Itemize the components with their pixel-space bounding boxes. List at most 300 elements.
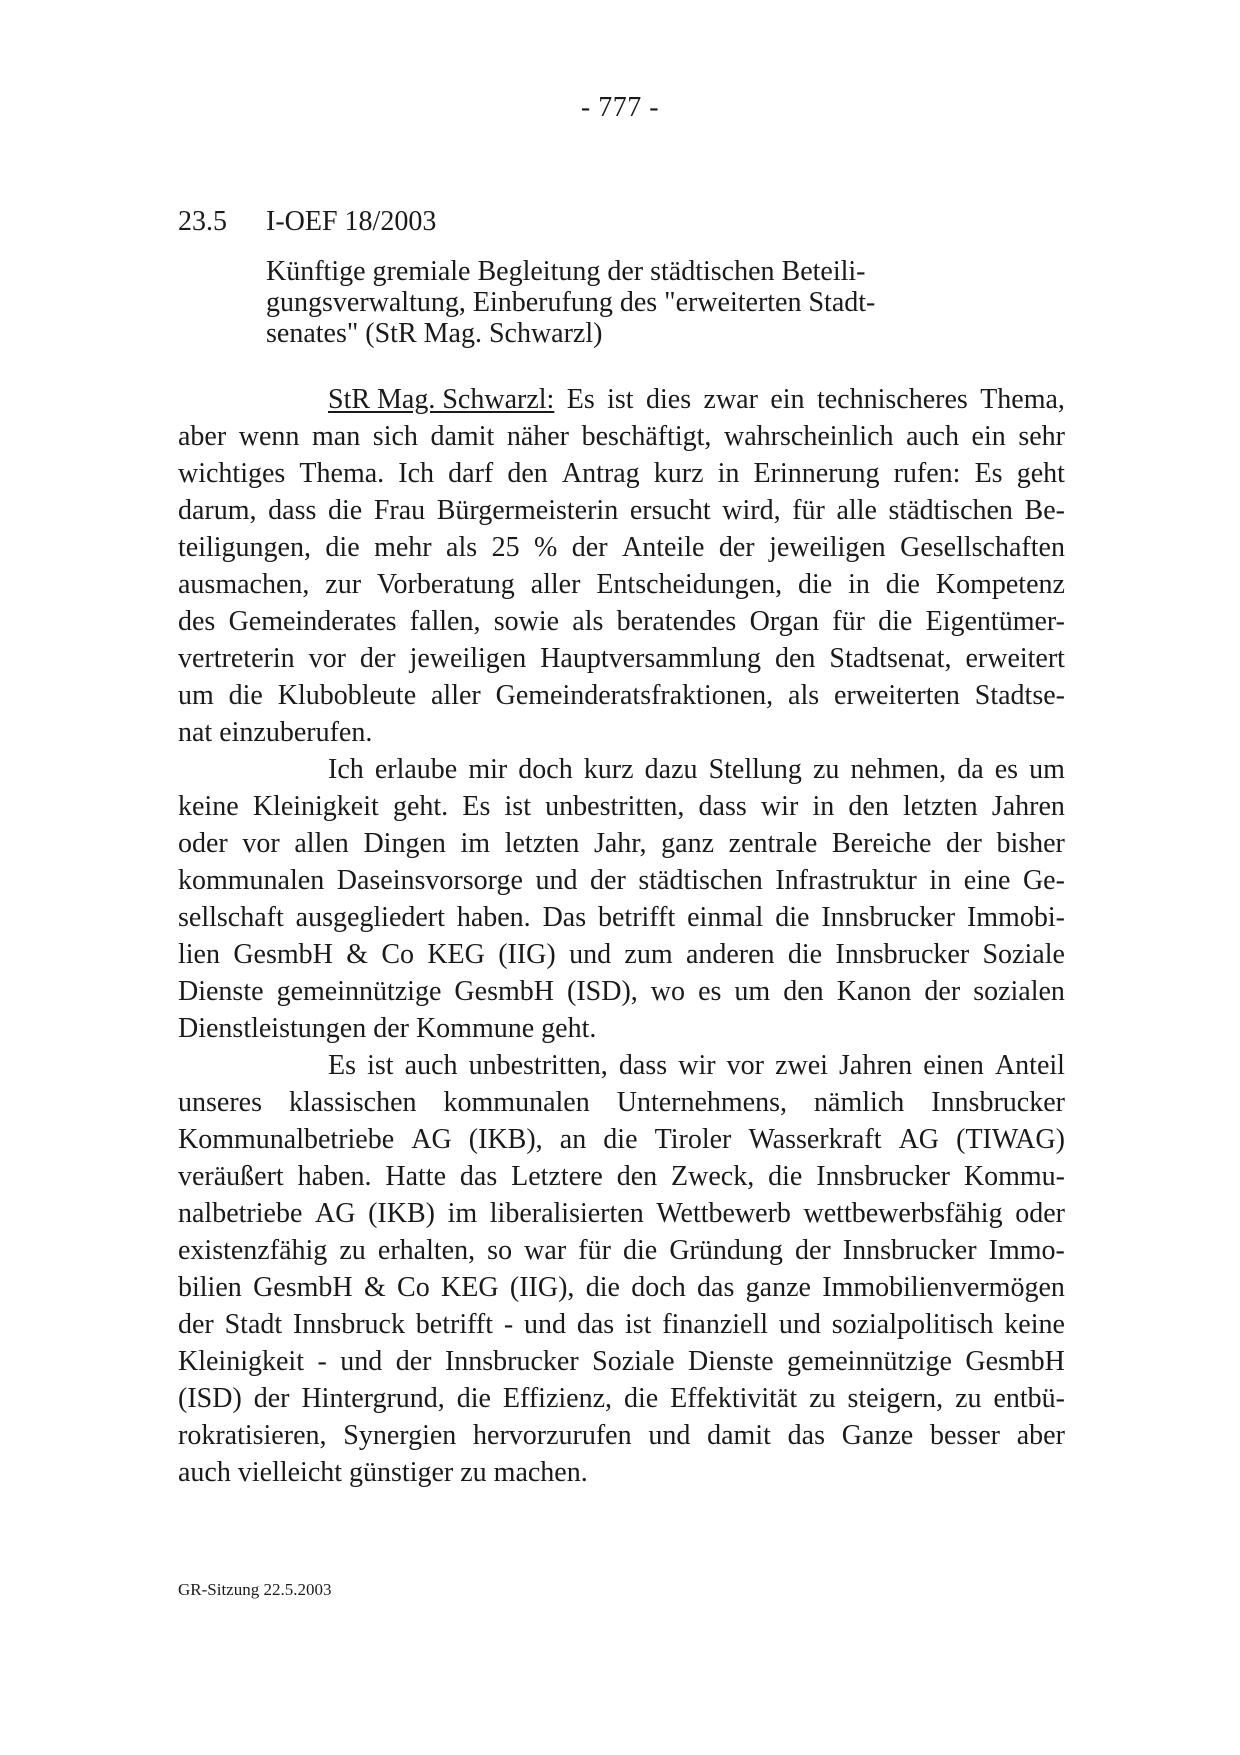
word: wenn [238, 421, 300, 452]
word: veräußert [178, 1161, 284, 1192]
word: Es [566, 384, 595, 415]
word: in [929, 865, 952, 896]
footer-session-date: GR-Sitzung 22.5.2003 [178, 1580, 332, 1599]
word: Organ [749, 606, 820, 637]
word: Frau [373, 495, 426, 526]
word: (ISD) [178, 1383, 242, 1414]
paragraph-line-text: auch vielleicht günstiger zu machen. [178, 1457, 588, 1488]
word: mir [468, 754, 508, 785]
word: AG [315, 1198, 356, 1229]
word: Gemeinderatsfraktionen, [495, 680, 774, 711]
word: & [363, 1272, 386, 1303]
agenda-item-number: 23.5 [178, 206, 227, 237]
word: Synergien [343, 1420, 457, 1451]
word: den [775, 643, 816, 674]
word: hervorzurufen [473, 1420, 632, 1451]
word: ist [504, 791, 531, 822]
word: dass [698, 791, 747, 822]
word: bisher [996, 828, 1065, 859]
paragraph-line [178, 677, 1065, 714]
word: Klubobleute [277, 680, 417, 711]
word: ausgegliedert [295, 902, 445, 933]
word: Innsbrucker [821, 902, 956, 933]
word: oder [1015, 1198, 1065, 1229]
word: zu [813, 754, 840, 785]
word: (IIG), [509, 1272, 575, 1303]
word: Kompetenz [935, 569, 1065, 600]
word: Bürgermeisterin [436, 495, 619, 526]
word: der [178, 1309, 214, 1340]
word: im [447, 1198, 478, 1229]
word: ist [625, 1309, 652, 1340]
word: Stellung [708, 754, 802, 785]
word: fallen, [409, 606, 481, 637]
word: zu [809, 1383, 836, 1414]
word: des [178, 606, 216, 637]
word: GesmbH [233, 939, 333, 970]
word: den [616, 1161, 658, 1192]
word: ersucht [629, 495, 711, 526]
word: einen [923, 1050, 984, 1081]
agenda-item-reference: I-OEF 18/2003 [266, 206, 437, 237]
word: das [459, 1161, 498, 1192]
word: teiligungen, [178, 532, 311, 563]
word: Ganze [841, 1420, 914, 1451]
word: vertreterin [178, 643, 295, 674]
word: Gesellschaften [900, 532, 1065, 563]
word: 25 [491, 532, 520, 563]
word: erlaube [374, 754, 458, 785]
word: nalbetriebe [178, 1198, 303, 1229]
word: Ich [398, 458, 435, 489]
word: städtischen [638, 865, 763, 896]
word: & [346, 939, 368, 970]
word: die [623, 1383, 659, 1414]
paragraph-line [178, 788, 1065, 825]
speech-body [178, 381, 1065, 1491]
word: vor [726, 1050, 764, 1081]
word: Zweck, [671, 1161, 755, 1192]
word: jeweiligen [769, 532, 886, 563]
word: der [718, 532, 755, 563]
word: der [253, 1383, 290, 1414]
word: lien [178, 939, 220, 970]
word: wettbewerbsfähig [803, 1198, 1003, 1229]
word: wir [760, 791, 799, 822]
word: sellschaft [178, 902, 284, 933]
word: aller [431, 680, 481, 711]
agenda-subject-line: Künftige gremiale Begleitung der städtischen Beteili- [266, 256, 866, 287]
word: Dienste [688, 1346, 774, 1377]
word: (IKB), [468, 1124, 543, 1155]
word: Gründung [669, 1235, 783, 1266]
word: die [775, 902, 810, 933]
speaker-name: StR Mag. Schwarzl: [328, 384, 555, 415]
word: AG [411, 1124, 452, 1155]
paragraph-line [178, 1306, 1065, 1343]
word: erhalten, [377, 1235, 476, 1266]
paragraph-line [178, 1121, 1065, 1158]
word: Hintergrund, [301, 1383, 445, 1414]
word: darum, [178, 495, 257, 526]
word: Ich [328, 754, 364, 785]
word: zwei [775, 1050, 828, 1081]
word: Kleinigkeit [252, 791, 379, 822]
word: rufen: [893, 458, 961, 489]
word: (TIWAG) [956, 1124, 1065, 1155]
word: beratendes [616, 606, 737, 637]
word: allen [294, 828, 349, 859]
word: Soziale [592, 1346, 675, 1377]
word: die [228, 680, 263, 711]
word: vor [242, 828, 280, 859]
word: es [994, 754, 1019, 785]
word: ist [367, 1050, 394, 1081]
word: das [697, 1272, 735, 1303]
word: die [456, 1383, 491, 1414]
paragraph-line [178, 973, 1065, 1010]
agenda-subject-line: senates" (StR Mag. Schwarzl) [266, 318, 603, 349]
paragraph-line [178, 1084, 1065, 1121]
word: Co [381, 939, 414, 970]
word: KEG [441, 1272, 499, 1303]
word: Innsbrucker [842, 1235, 977, 1266]
paragraph-line-text: Dienstleistungen der Kommune geht. [178, 1013, 597, 1044]
paragraph-line [178, 1454, 1065, 1491]
word: die [325, 532, 360, 563]
word: Entscheidungen, [596, 569, 783, 600]
word: es [698, 976, 722, 1007]
paragraph-line [178, 529, 1065, 566]
word: Es [462, 791, 491, 822]
word: vor [308, 643, 346, 674]
paragraph-line [178, 1269, 1065, 1306]
word: Soziale [982, 939, 1065, 970]
word: Tiroler [654, 1124, 732, 1155]
word: auch [404, 1050, 458, 1081]
word: für [792, 495, 825, 526]
word: wird, [722, 495, 781, 526]
word: Jahren [991, 791, 1065, 822]
word: doch [518, 754, 573, 785]
word: um [178, 680, 214, 711]
word: ganz [661, 828, 715, 859]
word: Stadt [224, 1309, 283, 1340]
word: Be- [1024, 495, 1065, 526]
word: einmal [687, 902, 764, 933]
word: aller [530, 569, 581, 600]
word: Thema. [299, 458, 385, 489]
word: Stadtse- [974, 680, 1065, 711]
paragraph-line [178, 455, 1065, 492]
word: Kanon [836, 976, 912, 1007]
page-number: - 777 - [580, 92, 660, 123]
word: unbestritten, [545, 791, 685, 822]
word: Effektivität [670, 1383, 798, 1414]
word: finanziell [662, 1309, 769, 1340]
word: die [585, 1272, 620, 1303]
word: in [848, 569, 870, 600]
word: in [717, 458, 740, 489]
word: Kommu- [963, 1161, 1065, 1192]
word: war [524, 1235, 567, 1266]
word: städtischen [888, 495, 1013, 526]
word: Stadtsenat, [829, 643, 952, 674]
word: Dingen [363, 828, 446, 859]
word: Gemeinderates [228, 606, 397, 637]
word: der [946, 828, 982, 859]
word: Innsbrucker [816, 1161, 950, 1192]
word: man [312, 421, 361, 452]
word: dazu [644, 754, 698, 785]
word: oder [178, 828, 228, 859]
word: Es [328, 1050, 356, 1081]
word: zum [624, 939, 673, 970]
word: alle [836, 495, 877, 526]
word: betrifft [415, 1309, 494, 1340]
paragraph-line [178, 936, 1065, 973]
word: Immobi- [966, 902, 1065, 933]
paragraph-line [178, 566, 1065, 603]
agenda-item-subject [266, 256, 906, 349]
word: das [576, 1309, 615, 1340]
word: ein [770, 384, 805, 415]
word: unbestritten, [468, 1050, 608, 1081]
word: anderen [685, 939, 775, 970]
word: damit [707, 1420, 771, 1451]
word: GesmbH [253, 1272, 353, 1303]
word: der [571, 532, 608, 563]
word: betrifft [598, 902, 676, 933]
word: - [317, 1346, 327, 1377]
word: - [503, 1309, 514, 1340]
word: dies [646, 384, 692, 415]
word: dass [268, 495, 317, 526]
word: und [569, 939, 612, 970]
word: zu [955, 1383, 982, 1414]
word: Thema, [980, 384, 1065, 415]
paragraph-line [178, 418, 1065, 455]
word: auch [906, 421, 959, 452]
word: und [524, 1309, 567, 1340]
word: an [559, 1124, 587, 1155]
word: gemeinnützige [276, 976, 442, 1007]
paragraph-line [178, 1010, 1065, 1047]
word: näher [506, 421, 570, 452]
paragraph-line [178, 1047, 1065, 1084]
word: den [783, 976, 824, 1007]
word: GesmbH [454, 976, 554, 1007]
word: um [1029, 754, 1065, 785]
word: Vorberatung [376, 569, 515, 600]
word: das [787, 1420, 825, 1451]
word: die [327, 495, 363, 526]
word: als [446, 532, 478, 563]
paragraph-line [178, 714, 1065, 751]
paragraph-line [178, 1380, 1065, 1417]
word: erweitert [965, 643, 1065, 674]
word: nehmen, [850, 754, 947, 785]
word: und [340, 1346, 383, 1377]
word: Infrastruktur [775, 865, 917, 896]
word: jeweiligen [409, 643, 527, 674]
word: sehr [1018, 421, 1065, 452]
word: im [460, 828, 491, 859]
word: die [787, 939, 823, 970]
word: Letztere [511, 1161, 603, 1192]
word: damit [430, 421, 495, 452]
word: zwar [703, 384, 758, 415]
word: Hatte [385, 1161, 446, 1192]
word: Bereiche [831, 828, 932, 859]
word: steigern, [847, 1383, 944, 1414]
word: geht [1016, 458, 1065, 489]
word: Jahren [839, 1050, 913, 1081]
word: kommunalen [178, 865, 325, 896]
word: Es [974, 458, 1003, 489]
word: beschäftigt, [581, 421, 712, 452]
word: kurz [653, 458, 704, 489]
word: Co [397, 1272, 430, 1303]
word: zu [339, 1235, 366, 1266]
word: als [788, 680, 820, 711]
word: sich [372, 421, 418, 452]
paragraph-line-text: nat einzuberufen. [178, 717, 373, 748]
word: die [768, 1161, 803, 1192]
word: in [812, 791, 835, 822]
word: ein [971, 421, 1006, 452]
word: die [885, 569, 920, 600]
word: der [794, 1235, 831, 1266]
word: entbü- [993, 1383, 1065, 1414]
word: der [590, 865, 626, 896]
paragraph-line [178, 751, 1065, 788]
word: existenzfähig [178, 1235, 328, 1266]
word: nämlich [814, 1087, 905, 1118]
word: % [534, 532, 558, 563]
word: den [507, 458, 548, 489]
word: mehr [374, 532, 432, 563]
word: Hauptversammlung [540, 643, 762, 674]
word: haben. [456, 902, 531, 933]
word: so [487, 1235, 513, 1266]
word: aber [178, 421, 227, 452]
word: AG [898, 1124, 940, 1155]
word: Innsbrucker [444, 1346, 579, 1377]
word: Kleinigkeit [178, 1346, 304, 1377]
word: KEG [427, 939, 485, 970]
word: Daseinsvorsorge [336, 865, 523, 896]
word: Dienste [178, 976, 264, 1007]
word: letzten [903, 791, 978, 822]
word: um [734, 976, 771, 1007]
word: klassischen [288, 1087, 417, 1118]
paragraph-line [178, 492, 1065, 529]
paragraph-line [178, 1417, 1065, 1454]
word: Innsbrucker [835, 939, 970, 970]
word: da [957, 754, 984, 785]
word: der [395, 1346, 432, 1377]
paragraph-line [178, 603, 1065, 640]
word: Innsbruck [292, 1309, 405, 1340]
word: sowie [493, 606, 560, 637]
word: (IIG) [498, 939, 556, 970]
word: technischeres [816, 384, 968, 415]
word: Unternehmens, [616, 1087, 788, 1118]
paragraph-line [178, 381, 1065, 418]
word: zentrale [728, 828, 818, 859]
word: Eigentümer- [925, 606, 1065, 637]
word: gemeinnützige [787, 1346, 952, 1377]
word: und [535, 865, 578, 896]
word: Anteile [622, 532, 705, 563]
paragraph-line [178, 862, 1065, 899]
word: der [359, 643, 396, 674]
word: GesmbH [965, 1346, 1065, 1377]
word: (ISD), [567, 976, 638, 1007]
word: Das [542, 902, 587, 933]
paragraph-line [178, 1232, 1065, 1269]
word: der [924, 976, 961, 1007]
paragraph-line [178, 825, 1065, 862]
word: eine [963, 865, 1011, 896]
word: für [578, 1235, 611, 1266]
word: Anteil [994, 1050, 1065, 1081]
word: Antrag [561, 458, 640, 489]
word: die [603, 1124, 638, 1155]
word: wichtiges [178, 458, 286, 489]
word: keine [178, 791, 239, 822]
word: ganze [745, 1272, 811, 1303]
word: Immo- [988, 1235, 1065, 1266]
word: Wettbewerb [656, 1198, 791, 1229]
word: die [623, 1235, 658, 1266]
paragraph-line [178, 1343, 1065, 1380]
word: wir [678, 1050, 716, 1081]
word: die [798, 569, 833, 600]
word: die [878, 606, 913, 637]
agenda-subject-line: gungsverwaltung, Einberufung des "erweiterten Stadt- [266, 287, 876, 318]
word: wahrscheinlich [724, 421, 894, 452]
word: Jahr, [593, 828, 647, 859]
word: (IKB) [368, 1198, 435, 1229]
paragraph-line [178, 1158, 1065, 1195]
word: liberalisierten [489, 1198, 644, 1229]
word: darf [448, 458, 494, 489]
word: ist [607, 384, 634, 415]
paragraph-line [178, 1195, 1065, 1232]
word: ausmachen, [178, 569, 310, 600]
word: Immobilienvermögen [822, 1272, 1065, 1303]
word: Ge- [1022, 865, 1065, 896]
word: Effizienz, [502, 1383, 613, 1414]
word: als [572, 606, 604, 637]
word: Kommunalbetriebe [178, 1124, 395, 1155]
word: rokratisieren, [178, 1420, 327, 1451]
word: sozialpolitisch [831, 1309, 994, 1340]
paragraph-line [178, 640, 1065, 677]
word: zur [325, 569, 362, 600]
word: kurz [583, 754, 634, 785]
word: unseres [178, 1087, 262, 1118]
word: letzten [504, 828, 580, 859]
paragraph-line [178, 899, 1065, 936]
word: doch [631, 1272, 686, 1303]
word: Wasserkraft [748, 1124, 882, 1155]
word: Innsbrucker [931, 1087, 1065, 1118]
word: sozialen [973, 976, 1065, 1007]
word: für [832, 606, 865, 637]
